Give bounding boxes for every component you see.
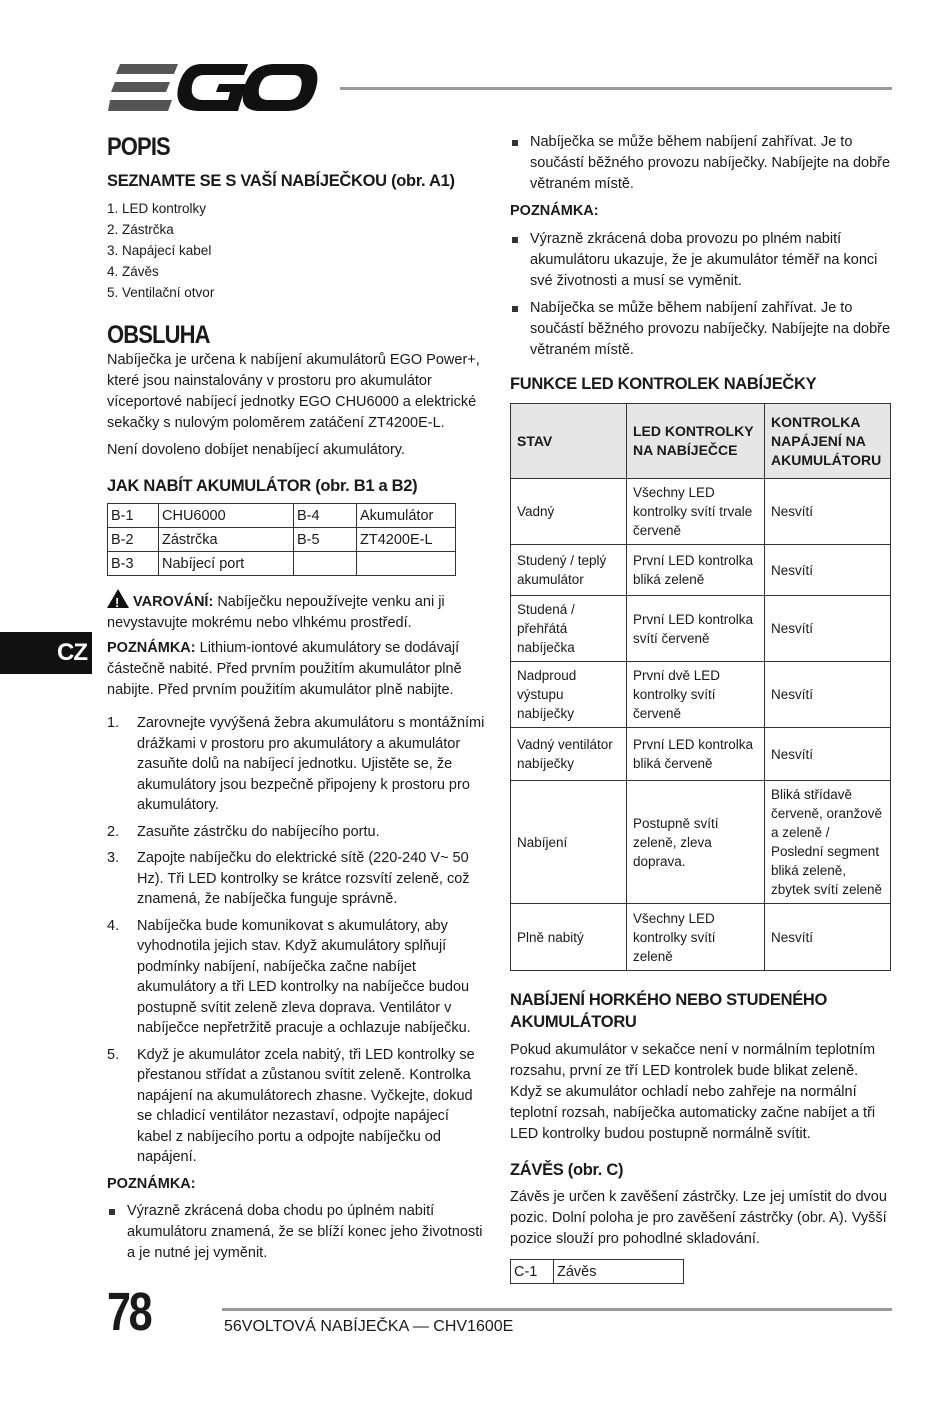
table-cell: Studený / teplý akumulátor [511, 545, 627, 596]
step-text: Nabíječka bude komunikovat s akumulátory, aby vyhodnotila jejich stav. Když akumulátory splňují podmínky nabíjení, nabíječka začne nabíjet akumulátory a tři LED kontrolky na nabíječce budou postupně svítit zeleně zleva doprava. Ventilátor v nabíječce nepřetržitě pracuje a ochlazuje nabíječku. [137, 917, 471, 1036]
zaves-paragraph: Závěs je určen k zavěšení zástrčky. Lze jej umístit do dvou pozic. Dolní poloha je pro zavěšení zástrčky (obr. A). Vyšší pozice slouží pro pohodlné skladování. [510, 1189, 887, 1247]
bullet-item [107, 1201, 487, 1264]
table-cell: Nesvítí [765, 904, 891, 971]
table-cell: Nesvítí [765, 662, 891, 728]
table-cell: Nesvítí [765, 596, 891, 662]
table-cell: Závěs [554, 1260, 684, 1284]
bullet-text: Nabíječka se může během nabíjení zahřívat. Je to součástí běžného provozu nabíječky. Nabíjejte na dobře větraném místě. [530, 134, 891, 192]
page-number: 78 [107, 1282, 151, 1342]
table-cell: Nesvítí [765, 545, 891, 596]
table-cell: Akumulátor [357, 504, 456, 528]
b-legend-table [107, 503, 456, 576]
table-cell: Nadproud výstupu nabíječky [511, 662, 627, 728]
step-number: 4. [107, 917, 120, 934]
bullet-text: Výrazně zkrácená doba provozu po plném nabití akumulátoru ukazuje, že je akumulátor téměř na konci své životnosti a musí se vyměnit. [530, 231, 878, 289]
table-cell: První LED kontrolka svítí červeně [627, 596, 765, 662]
footer-rule [222, 1308, 892, 1311]
table-cell: B-2 [108, 528, 159, 552]
bullet-item [510, 132, 892, 195]
table-row [108, 528, 456, 552]
right-column [510, 132, 892, 1284]
table-cell: Studená / přehřátá nabíječka [511, 596, 627, 662]
step-item [107, 1045, 487, 1168]
table-cell: První dvě LED kontrolky svítí červeně [627, 662, 765, 728]
bullet-text: Výrazně zkrácená doba chodu po úplném nabití akumulátoru znamená, že se blíží konec jeho životnosti a je nutné jej vyměnit. [127, 1202, 483, 1261]
table-cell: Všechny LED kontrolky svítí trvale červeně [627, 479, 765, 545]
note2-label: POZNÁMKA: [107, 1175, 196, 1192]
step-number: 3. [107, 850, 120, 866]
hot-heading: NABÍJENÍ HORKÉHO NEBO STUDENÉHO AKUMULÁTORU [510, 991, 828, 1031]
part-item: 1. LED kontrolky [107, 201, 207, 216]
square-bullet-icon [512, 237, 518, 243]
table-cell [357, 552, 456, 576]
table-header-row [511, 404, 891, 479]
table-cell: Všechny LED kontrolky svítí zeleně [627, 904, 765, 971]
bullet-item [510, 298, 892, 361]
bullet-item [510, 229, 892, 292]
right-note-label: POZNÁMKA: [510, 203, 599, 219]
step-number: 5. [107, 1046, 120, 1063]
table-cell: Nabíjecí port [159, 552, 294, 576]
jak-heading: JAK NABÍT AKUMULÁTOR (obr. B1 a B2) [107, 477, 418, 495]
obsluha-heading: OBSLUHA [107, 321, 210, 349]
part-item: 4. Závěs [107, 264, 159, 279]
language-tab: CZ [0, 632, 92, 674]
led-heading: FUNKCE LED KONTROLEK NABÍJEČKY [510, 375, 817, 393]
table-cell: ZT4200E-L [357, 528, 456, 552]
table-cell: Bliká střídavě červeně, oranžově a zeleně / Poslední segment bliká zeleně, zbytek svítí zeleně [765, 781, 891, 904]
warning: !VAROVÁNÍ: Nabíječku nepoužívejte venku ani ji nevystavujte mokrému nebo vlhkému prostředí. [107, 589, 487, 634]
hot-paragraph: Pokud akumulátor v sekačce není v normálním teplotním rozsahu, první ze tří LED kontrolek bude blikat zeleně. Když se akumulátor ochladí nebo zahřeje na normální teplotní rozsah, nabíječka automaticky začne nabíjet a tři LED kontrolky budou postupně normálně svítit. [510, 1042, 876, 1142]
table-row [511, 781, 891, 904]
table-cell: CHU6000 [159, 504, 294, 528]
warning-icon [107, 589, 129, 608]
step-item [107, 916, 487, 1039]
right-note-list [510, 229, 892, 361]
obsluha-note: Není dovoleno dobíjet nenabíjecí akumulátory. [107, 442, 405, 458]
zaves-heading: ZÁVĚS (obr. C) [510, 1161, 624, 1179]
table-cell: První LED kontrolka bliká zeleně [627, 545, 765, 596]
left-column [107, 132, 487, 1270]
table-cell: B-1 [108, 504, 159, 528]
popis-heading: POPIS [107, 133, 170, 161]
step-item [107, 713, 487, 816]
table-row [511, 596, 891, 662]
table-row [108, 504, 456, 528]
table-cell: Nabíjení [511, 781, 627, 904]
table-cell [294, 552, 357, 576]
table-header-cell: LED KONTROLKY NA NABÍJEČCE [627, 404, 765, 479]
table-cell: Zástrčka [159, 528, 294, 552]
part-item: 5. Ventilační otvor [107, 285, 215, 300]
led-function-table [510, 403, 891, 971]
note2-list [107, 1201, 487, 1264]
table-row [511, 662, 891, 728]
table-header-cell: STAV [511, 404, 627, 479]
obsluha-paragraph: Nabíječka je určena k nabíjení akumulátorů EGO Power+, které jsou nainstalovány v prostoru pro akumulátor víceportové nabíjecí jednotky EGO CHU6000 a elektrické sekačky s nulovým poloměrem zatáčení ZT4200E-L. [107, 352, 480, 431]
popis-subheading: SEZNAMTE SE S VAŠÍ NABÍJEČKOU (obr. A1) [107, 172, 455, 190]
step-text: Zarovnejte vyvýšená žebra akumulátoru s montážními drážkami v prostoru pro akumulátory a akumulátor zasuňte dolů na nabíjecí jednotku. Ujistěte se, že akumulátory jsou bezpečně připojeny k prostoru pro akumulátory. [137, 715, 485, 813]
table-cell: Vadný ventilátor nabíječky [511, 728, 627, 781]
step-item [107, 822, 487, 843]
step-text: Když je akumulátor zcela nabitý, tři LED kontrolky se přestanou střídat a zůstanou svítit zeleně. Kontrolka napájení na akumulátorech zhasne. Vyčkejte, dokud se chladicí ventilátor nezastaví, odpojte napájecí kabel z nabíjecího portu a odpojte nabíječku od napájení. [137, 1046, 475, 1165]
table-cell: B-5 [294, 528, 357, 552]
table-row [108, 552, 456, 576]
table-cell: Nesvítí [765, 479, 891, 545]
parts-list [107, 198, 487, 303]
square-bullet-icon [109, 1209, 115, 1215]
table-cell: Postupně svítí zeleně, zleva doprava. [627, 781, 765, 904]
square-bullet-icon [512, 306, 518, 312]
part-item: 3. Napájecí kabel [107, 243, 212, 258]
table-cell: První LED kontrolka bliká červeně [627, 728, 765, 781]
table-row [511, 479, 891, 545]
table-header-cell: KONTROLKA NAPÁJENÍ NA AKUMULÁTORU [765, 404, 891, 479]
bullet-text: Nabíječka se může během nabíjení zahřívat. Je to součástí běžného provozu nabíječky. Nabíjejte na dobře větraném místě. [530, 300, 891, 358]
square-bullet-icon [512, 140, 518, 146]
table-row [511, 545, 891, 596]
table-row [511, 728, 891, 781]
table-row [511, 904, 891, 971]
table-cell: C-1 [511, 1260, 554, 1284]
ego-logo [108, 62, 318, 114]
table-cell: Plně nabitý [511, 904, 627, 971]
table-cell: B-4 [294, 504, 357, 528]
part-item: 2. Zástrčka [107, 222, 174, 237]
step-text: Zapojte nabíječku do elektrické sítě (220-240 V~ 50 Hz). Tři LED kontrolky se krátce rozsvítí zeleně, což znamená, že nabíječka funguje správně. [137, 850, 470, 907]
header-rule [340, 87, 892, 90]
table-cell: B-3 [108, 552, 159, 576]
step-number: 1. [107, 715, 120, 731]
table-cell: Vadný [511, 479, 627, 545]
step-item [107, 848, 487, 910]
step-text: Zasuňte zástrčku do nabíjecího portu. [137, 823, 380, 840]
step-number: 2. [107, 823, 120, 840]
top-bullets [510, 132, 892, 195]
table-cell: Nesvítí [765, 728, 891, 781]
footer-title: 56VOLTOVÁ NABÍJEČKA — CHV1600E [224, 1318, 514, 1335]
charging-steps [107, 713, 487, 1168]
c-legend-table [510, 1259, 684, 1284]
note-lithium: POZNÁMKA: Lithium-iontové akumulátory se dodávají částečně nabité. Před prvním použitím akumulátor plně nabijte. Před prvním použitím akumulátor plně nabijte. [107, 640, 462, 698]
table-row [511, 1260, 684, 1284]
